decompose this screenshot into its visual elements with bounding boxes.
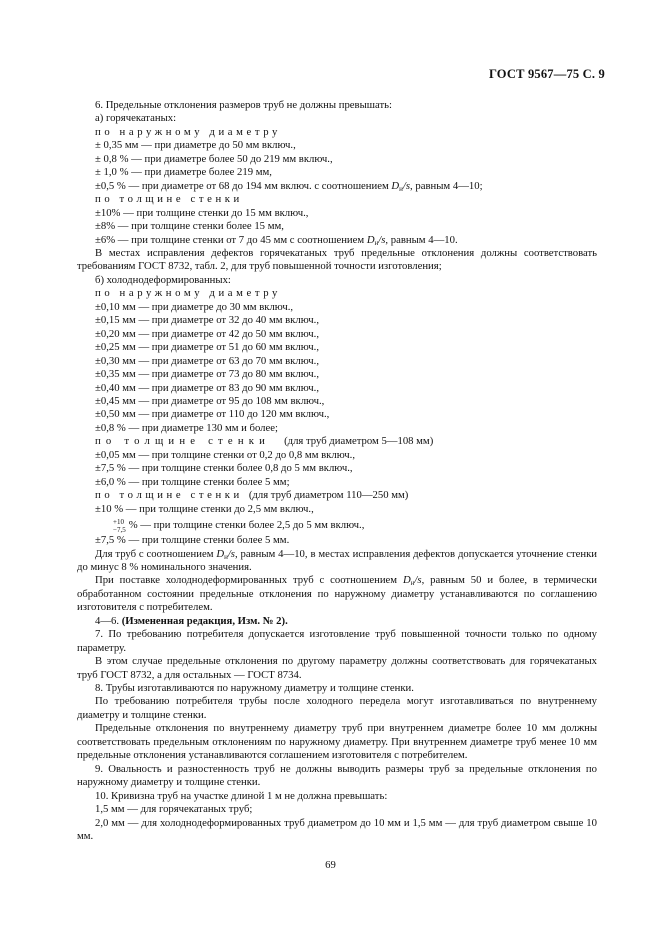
paragraph: 2,0 мм — для холоднодеформированных труб диаметром до 10 мм и 1,5 мм — для труб диаметром свыше 10 мм. xyxy=(77,816,597,843)
page-header: ГОСТ 9567—75 С. 9 xyxy=(488,67,605,81)
paragraph: 8. Трубы изготавливаются по наружному диаметру и толщине стенки. xyxy=(95,682,414,695)
tolerance-line: ±0,25 мм — при диаметре от 51 до 60 мм включ., xyxy=(95,341,320,354)
tolerance-line: ±0,15 мм — при диаметре от 32 до 40 мм включ., xyxy=(95,314,320,327)
spaced-heading-line: по толщине стенки (для труб диаметром 110—250 мм) xyxy=(95,489,409,502)
tolerance-line: ±0,35 мм — при диаметре от 73 до 80 мм включ., xyxy=(95,368,320,381)
tolerance-line: ±0,40 мм — при диаметре от 83 до 90 мм включ., xyxy=(95,381,320,394)
paragraph: 7. По требованию потребителя допускается изготовление труб повышенной точности только по одному параметру. xyxy=(77,628,597,654)
page-number: 69 xyxy=(325,859,336,871)
tolerance-line: ±10% — при толщине стенки до 15 мм включ., xyxy=(95,206,309,219)
tolerance-line: ±0,20 мм — при диаметре от 42 до 50 мм включ., xyxy=(95,327,320,340)
paragraph: Для труб с соотношением $D_н/s$, равным 4—10, в местах исправления дефектов допускается уточнение стенки до минус 8 % номинального значения. xyxy=(77,547,597,573)
amendment-note: 4—6. (Измененная редакция, Изм. № 2). xyxy=(95,614,288,627)
tolerance-line: +10 −7,5 % — при толщине стенки более 2,5 до 5 мм включ., xyxy=(77,516,597,534)
tolerance-line: ± 0,35 мм — при диаметре до 50 мм включ., xyxy=(95,139,296,152)
tolerance-line: ±0,50 мм — при диаметре от 110 до 120 мм включ., xyxy=(95,408,330,421)
paragraph: В местах исправления дефектов горячекатаных труб предельные отклонения должны соответствовать требованиям ГОСТ 8732, табл. 2, для труб повышенной точности изготовления; xyxy=(77,246,597,273)
tolerance-line: ±0,8 % — при диаметре 130 мм и более; xyxy=(95,421,278,434)
spaced-heading: по наружному диаметру xyxy=(95,287,281,300)
paragraph: 10. Кривизна труб на участке длиной 1 м не должна превышать: xyxy=(95,789,388,802)
asymmetric-tolerance: +10 −7,5 xyxy=(113,517,126,534)
subsection-b: б) холоднодеформированных: xyxy=(95,273,231,286)
paragraph: По требованию потребителя трубы после холодного передела могут изготавливаться по внутреннему диаметру и толщине стенки. xyxy=(77,695,597,721)
tolerance-line: ±6,0 % — при толщине стенки более 5 мм; xyxy=(95,475,290,488)
tolerance-line: ±0,45 мм — при диаметре от 95 до 108 мм включ., xyxy=(95,394,325,407)
tolerance-line: ± 1,0 % — при диаметре более 219 мм, xyxy=(95,166,272,179)
paragraph: В этом случае предельные отклонения по другому параметру должны соответствовать для горячекатаных труб ГОСТ 8732, а для остальных — ГОСТ 8734. xyxy=(77,655,597,681)
paragraph: 9. Овальность и разностенность труб не должны выводить размеры труб за предельные отклонения по наружному диаметру и толщине стенки. xyxy=(77,762,597,789)
tolerance-line: ±0,05 мм — при толщине стенки от 0,2 до 0,8 мм включ., xyxy=(95,448,355,461)
tolerance-line: ± 0,8 % — при диаметре более 50 до 219 мм включ., xyxy=(95,152,333,165)
tolerance-line: ±6% — при толщине стенки от 7 до 45 мм с соотношением $D_н/s$, равным 4—10. xyxy=(95,233,458,247)
tolerance-line: ±7,5 % — при толщине стенки более 5 мм. xyxy=(95,534,290,547)
spaced-heading: по наружному диаметру xyxy=(95,125,281,138)
tolerance-line: ±10 % — при толщине стенки до 2,5 мм включ., xyxy=(95,502,314,515)
spaced-heading: по толщине стенки xyxy=(95,193,243,206)
subsection-a: а) горячекатаных: xyxy=(95,112,177,125)
paragraph: При поставке холоднодеформированных труб с соотношением $D_н/s$, равным 50 и более, в термически обработанном состоянии предельные отклонения по наружному диаметру устанавливаются по соглашению изготовителя с потребителем. xyxy=(77,574,597,614)
tolerance-line: ±0,10 мм — при диаметре до 30 мм включ., xyxy=(95,300,294,313)
document-body xyxy=(77,99,597,843)
paragraph: Предельные отклонения по внутреннему диаметру труб при внутреннем диаметре более 10 мм должны соответствовать предельным отклонениям по наружному диаметру. При внутреннем диаметре труб менее 10 мм предельные отклонения устанавливаются соглашением изготовителя с потребителем. xyxy=(77,722,597,762)
tolerance-line: ±8% — при толщине стенки более 15 мм, xyxy=(95,220,284,233)
tolerance-line: ±7,5 % — при толщине стенки более 0,8 до 5 мм включ., xyxy=(95,462,353,475)
spaced-heading-line: по толщине стенки (для труб диаметром 5—108 мм) xyxy=(95,435,434,448)
tolerance-line: ±0,5 % — при диаметре от 68 до 194 мм включ. с соотношением $D_н/s$, равным 4—10; xyxy=(95,179,483,193)
tolerance-line: ±0,30 мм — при диаметре от 63 до 70 мм включ., xyxy=(95,354,320,367)
paragraph: 1,5 мм — для горячекатаных труб; xyxy=(95,803,253,816)
section-6-heading: 6. Предельные отклонения размеров труб не должны превышать: xyxy=(95,99,392,111)
